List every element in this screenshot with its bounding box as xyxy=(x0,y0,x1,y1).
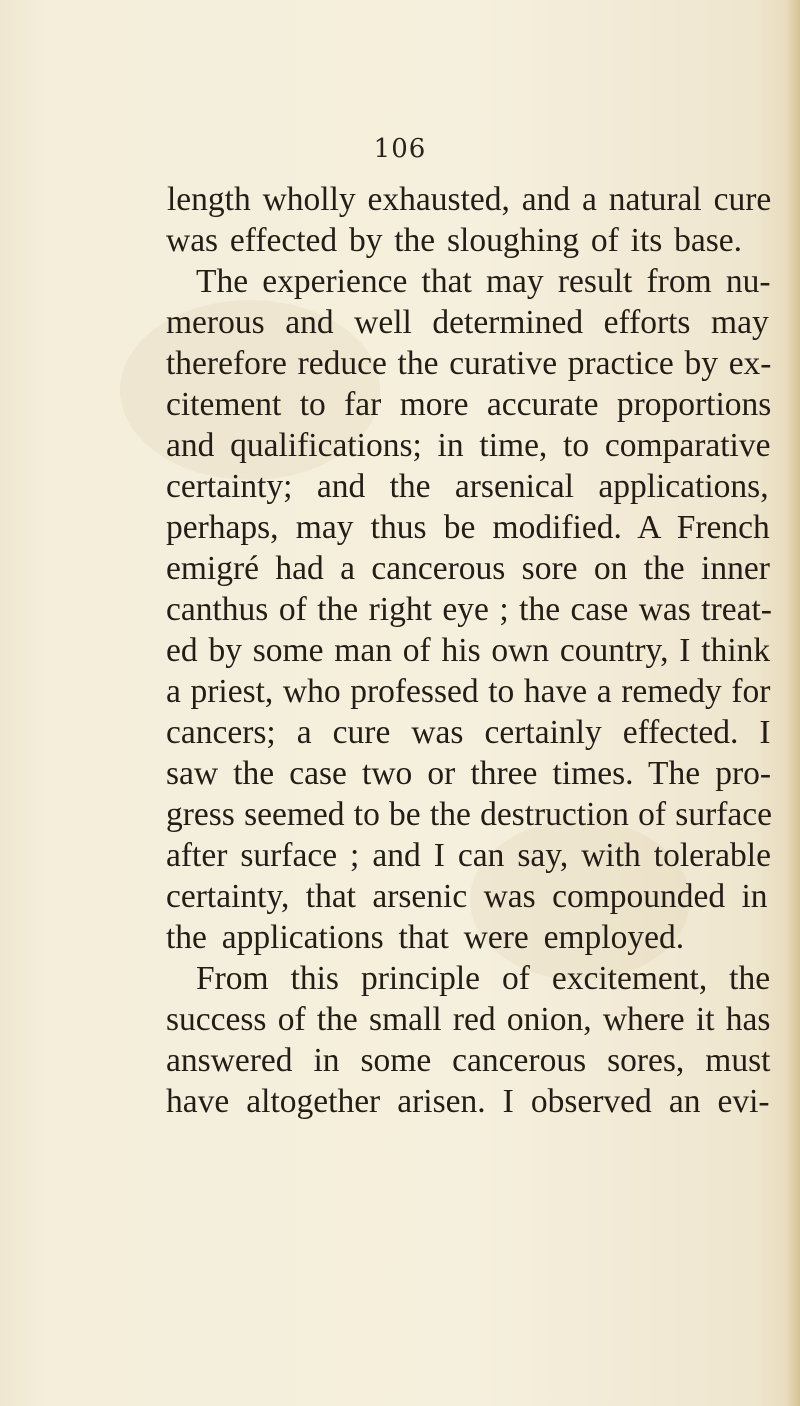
text-line: success of the small red onion, where it has xyxy=(166,1001,771,1038)
text-line: merous and well determined efforts may xyxy=(166,304,769,341)
text-line: emigré had a cancerous sore on the inner xyxy=(166,550,770,587)
page-number: 106 xyxy=(373,134,427,164)
page-edge-shadow xyxy=(786,0,800,1406)
text-line: length wholly exhausted, and a natural cure xyxy=(167,181,772,218)
text-line: perhaps, may thus be modified. A French xyxy=(166,509,770,546)
text-line: the applications that were employed. xyxy=(166,919,685,956)
text-line: therefore reduce the curative practice by ex- xyxy=(166,345,772,382)
text-line: certainty, that arsenic was compounded in xyxy=(166,878,768,915)
text-line: was effected by the sloughing of its base. xyxy=(166,222,742,259)
text-line: cancers; a cure was certainly effected. I xyxy=(166,714,771,751)
text-line: From this principle of excitement, the xyxy=(196,960,771,997)
text-line: certainty; and the arsenical applications, xyxy=(166,468,769,505)
text-line: gress seemed to be the destruction of surface xyxy=(166,796,772,833)
text-line: have altogether arisen. I observed an evi- xyxy=(166,1083,770,1120)
text-line: answered in some cancerous sores, must xyxy=(166,1042,771,1079)
text-line: ed by some man of his own country, I think xyxy=(166,632,771,669)
text-line: a priest, who professed to have a remedy for xyxy=(166,673,771,710)
text-line: after surface ; and I can say, with tolerable xyxy=(166,837,771,874)
text-line: and qualifications; in time, to comparative xyxy=(166,427,771,464)
text-line: The experience that may result from nu- xyxy=(196,263,771,300)
text-line: canthus of the right eye ; the case was treat- xyxy=(166,591,772,628)
text-line: citement to far more accurate proportions xyxy=(166,386,772,423)
text-line: saw the case two or three times. The pro- xyxy=(166,755,772,792)
